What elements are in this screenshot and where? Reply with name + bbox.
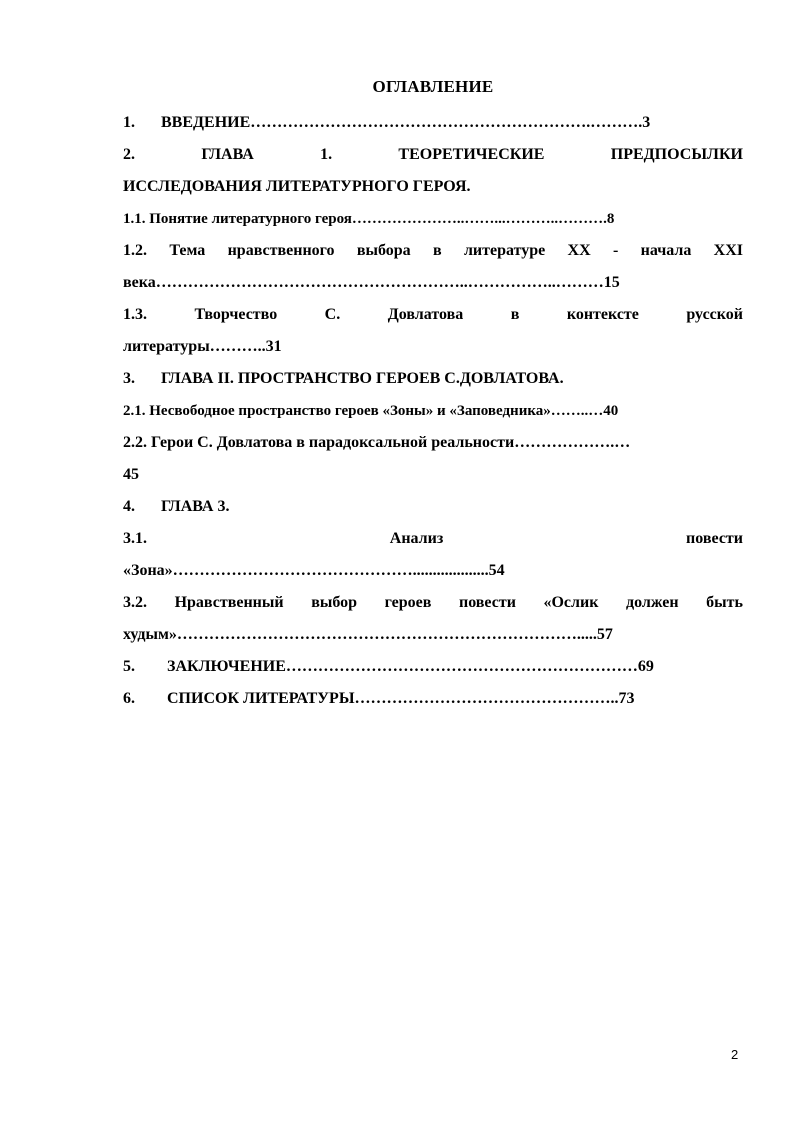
entry-text: ГЛАВА II. ПРОСТРАНСТВО ГЕРОЕВ С.ДОВЛАТОВА. [161,370,564,387]
toc-entry-3-2 [123,587,743,651]
toc-entry-1-3 [123,299,743,363]
entry-line-2: ИССЛЕДОВАНИЯ ЛИТЕРАТУРНОГО ГЕРОЯ. [123,178,471,195]
entry-line-2: литературы………..31 [123,338,282,355]
entry-number: 4. [123,498,135,515]
entry-line-1: 2.2. Герои С. Довлатова в парадоксальной реальности……………….… [123,434,631,451]
entry-text: 1.1. Понятие литературного героя…………………..……...………..……….8 [123,211,615,227]
toc-entry-2-2 [123,427,743,491]
toc-entry-3-1 [123,523,743,587]
entry-line-2: худым»………………………………………………………………….....57 [123,626,613,643]
entry-text: ГЛАВА 3. [161,498,230,515]
entry-line-2: «Зона»………………………………………...................54 [123,562,505,579]
toc-entry-2-1 [123,395,743,427]
entry-number: 6. [123,690,135,707]
entry-line-1: 1.3. Творчество С. Довлатова в контексте русской [123,306,743,323]
toc-entry-introduction [123,107,743,139]
entry-line-2: 45 [123,466,139,483]
toc-entry-1-2 [123,235,743,299]
entry-line-1: 3.1. Анализ повести [123,530,743,547]
page-number: 2 [731,1047,739,1062]
entry-text: 2.1. Несвободное пространство героев «Зоны» и «Заповедника»……..…40 [123,403,619,419]
toc-entry-chapter-2 [123,363,743,395]
entry-text: ВВЕДЕНИЕ……………………………………………………….……….3 [161,114,651,131]
entry-number: 1. [123,114,135,131]
toc-entry-references [123,683,743,715]
entry-text: ЗАКЛЮЧЕНИЕ…………………………………………………………69 [167,658,654,675]
toc-entry-1-1 [123,203,743,235]
entry-number: 3. [123,370,135,387]
toc-entry-conclusion [123,651,743,683]
table-of-contents [123,107,743,715]
entry-line-2: века…………………………………………………..……………..………15 [123,274,620,291]
entry-line-1: 2. ГЛАВА 1. ТЕОРЕТИЧЕСКИЕ ПРЕДПОСЫЛКИ [123,146,743,163]
entry-number: 5. [123,658,135,675]
entry-line-1: 3.2. Нравственный выбор героев повести «Ослик должен быть [123,594,743,611]
toc-entry-chapter-3 [123,491,743,523]
toc-title: ОГЛАВЛЕНИЕ [372,77,494,96]
entry-line-1: 1.2. Тема нравственного выбора в литературе XX - начала XXI [123,242,743,259]
entry-text: СПИСОК ЛИТЕРАТУРЫ…………………………………………..73 [167,690,635,707]
toc-entry-chapter-1 [123,139,743,203]
